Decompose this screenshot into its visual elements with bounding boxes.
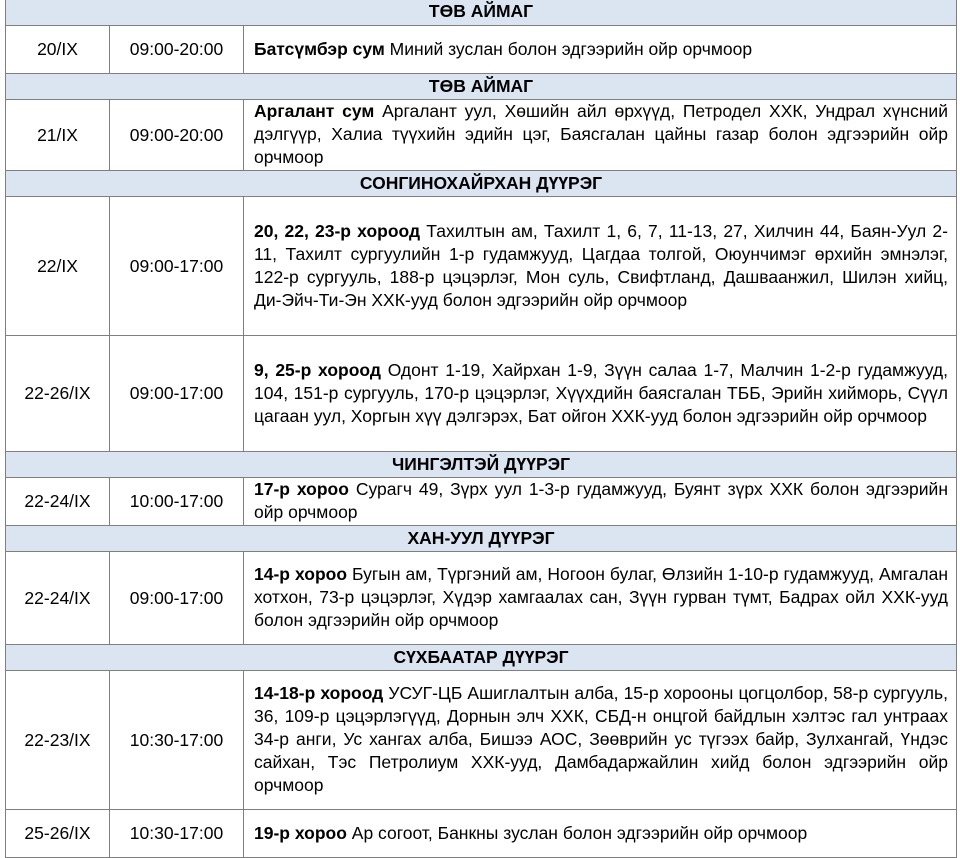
description-cell [244,810,957,858]
table-row [6,552,957,645]
district-name: 17-р хороо [254,479,349,499]
location-list: УСУГ-ЦБ Ашиглалтын алба, 15-р хорооны цогцолбор, 58-р сургууль, 36, 109-р цэцэрлэгүүд, Дорнын элч ХХК, СБД-н онцгой байдлын хэлтэс гал унтраах 34-р анги, Ус хангах алба, Бишээ АОС, Зөөврийн ус түгээх байр, Зулхангай, Үндэс сайхан, Тэс Петролиум ХХК-ууд, Дамбадаржайлин хийд болон эдгээрийн ойр орчмоор [254,683,948,795]
time-cell: 09:00-17:00 [110,197,244,336]
section-header-row [6,74,957,100]
district-name: Батсүмбэр сум [254,38,385,59]
district-name: 14-18-р хороод [254,683,384,703]
description-cell [244,100,957,171]
location-list: Бугын ам, Түргэний ам, Ногоон булаг, Өлзийн 1-10-р гудамжууд, Амгалан хотхон, 73-р цэцэрлэг, Хүдэр хамгаалах сан, Зүүн гурван түмт, Бадрах ойл ХХК-ууд болон эдгээрийн ойр орчмоор [254,564,948,630]
section-title: ТӨВ АЙМАГ [6,74,957,100]
district-name: 19-р хороо [254,822,347,843]
section-header-row [6,452,957,478]
location-list: Тахилтын ам, Тахилт 1, 6, 7, 11-13, 27, Хилчин 44, Баян-Уул 2-11, Тахилт сургуулийн 1-р гудамжууд, Цагдаа толгой, Оюунчимэг өрхийн эмнэлэг, 122-р сургууль, 188-р цэцэрлэг, Мон суль, Свифтланд, Дашваанжил, Шилэн хийц, Ди-Эйч-Ти-Эн ХХК-ууд болон эдгээрийн ойр орчмоор [254,220,948,310]
section-title: СОНГИНОХАЙРХАН ДҮҮРЭГ [6,171,957,197]
table-row [6,478,957,526]
section-title: ЧИНГЭЛТЭЙ ДҮҮРЭГ [6,452,957,478]
table-row [6,26,957,74]
description-cell [244,671,957,810]
table-row [6,197,957,336]
description-cell [244,336,957,452]
time-cell: 09:00-20:00 [110,100,244,171]
time-cell: 09:00-17:00 [110,336,244,452]
section-title: ТӨВ АЙМАГ [6,0,957,26]
date-cell: 21/IX [6,100,110,171]
date-cell: 22-26/IX [6,336,110,452]
section-header-row [6,0,957,26]
table-row [6,100,957,171]
location-list: Аргалант уул, Хөшийн айл өрхүүд, Петродел ХХК, Ундрал хүнсний дэлгүүр, Халиа түүхийн эдийн цэг, Баясгалан цайны газар болон эдгээрийн ойр орчмоор [254,101,948,167]
location-list: Ар согоот, Банкны зуслан болон эдгээрийн ойр орчмоор [346,822,808,843]
date-cell: 25-26/IX [6,810,110,858]
district-name: 20, 22, 23-р хороод [254,220,421,241]
time-cell: 10:30-17:00 [110,810,244,858]
date-cell: 22-24/IX [6,478,110,526]
description-cell [244,197,957,336]
description-cell [244,478,957,526]
section-title: СҮХБААТАР ДҮҮРЭГ [6,645,957,671]
district-name: 14-р хороо [254,564,348,584]
location-list: Сурагч 49, Зүрх уул 1-3-р гудамжууд, Буянт зүрх ХХК болон эдгээрийн ойр орчмоор [254,479,948,522]
schedule-table [5,0,957,858]
section-title: ХАН-УУЛ ДҮҮРЭГ [6,526,957,552]
time-cell: 09:00-20:00 [110,26,244,74]
district-name: Аргалант сум [254,101,375,121]
date-cell: 22-24/IX [6,552,110,645]
table-row [6,671,957,810]
section-header-row [6,171,957,197]
table-row [6,810,957,858]
date-cell: 22-23/IX [6,671,110,810]
description-cell [244,26,957,74]
location-list: Одонт 1-19, Хайрхан 1-9, Зүүн салаа 1-7, Малчин 1-2-р гудамжууд, 104, 151-р сургууль, 170-р цэцэрлэг, Хүүхдийн баясгалан ТББ, Эрийн хийморь, Сүүл цагаан уул, Хоргын хүү дэлгэрэх, Бат ойгон ХХК-ууд болон эдгээрийн ойр орчмоор [254,359,948,426]
time-cell: 10:30-17:00 [110,671,244,810]
section-header-row [6,645,957,671]
section-header-row [6,526,957,552]
time-cell: 10:00-17:00 [110,478,244,526]
district-name: 9, 25-р хороод [254,359,381,380]
location-list: Миний зуслан болон эдгээрийн ойр орчмоор [384,38,753,59]
date-cell: 20/IX [6,26,110,74]
description-cell [244,552,957,645]
date-cell: 22/IX [6,197,110,336]
table-row [6,336,957,452]
time-cell: 09:00-17:00 [110,552,244,645]
